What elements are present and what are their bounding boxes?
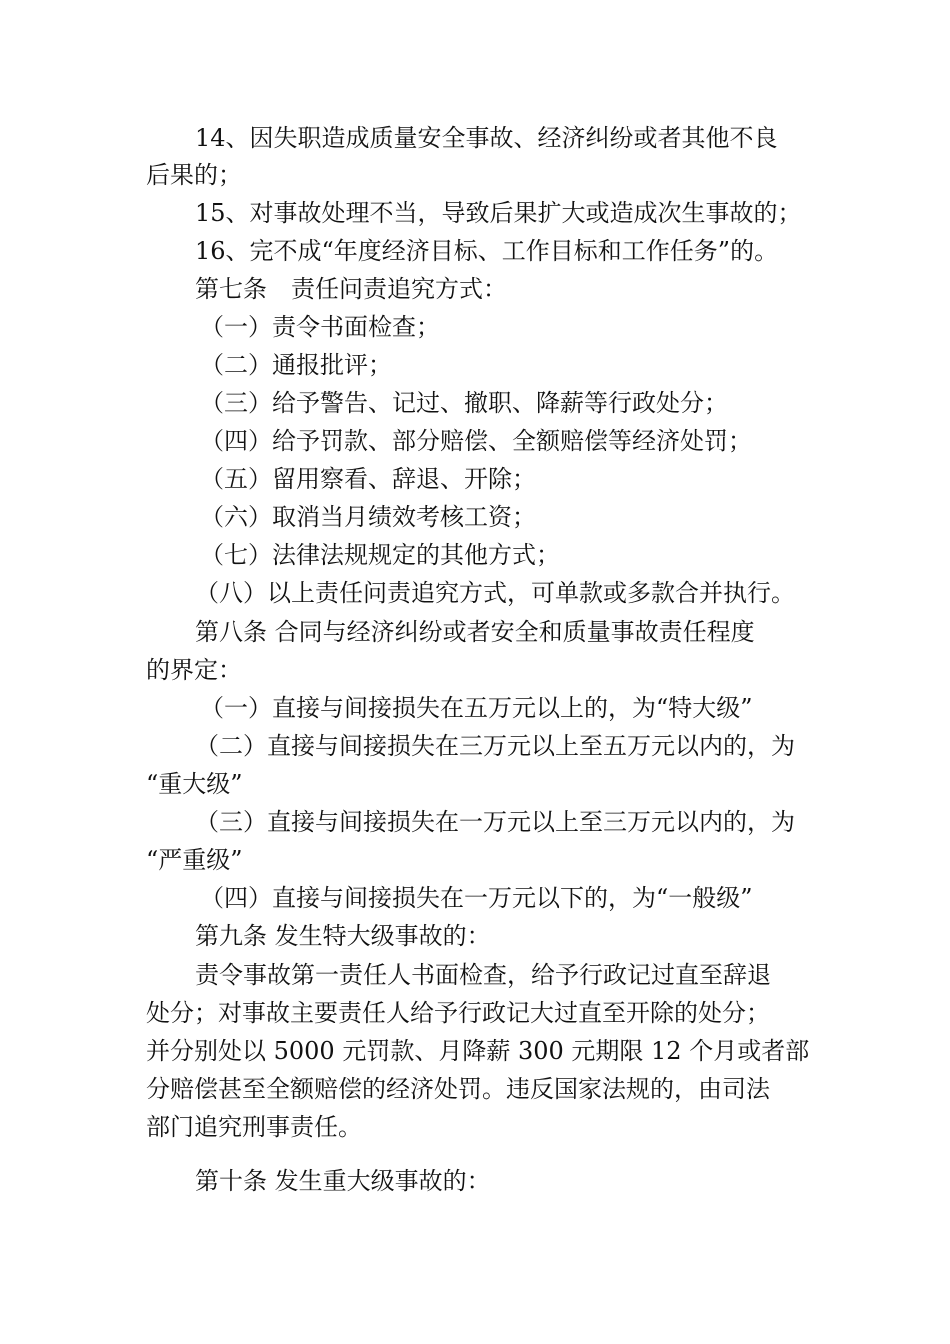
list-item: （三）直接与间接损失在一万元以上至三万元以内的，为 [195, 808, 795, 836]
list-item: （八）以上责任问责追究方式，可单款或多款合并执行。 [195, 579, 795, 607]
text-line: 的界定： [146, 656, 242, 684]
list-item: （五）留用察看、辞退、开除； [200, 465, 536, 493]
text-line: 部门追究刑事责任。 [146, 1113, 362, 1141]
section-heading: 第七条 责任问责追究方式： [195, 275, 507, 303]
section-heading: 第九条 发生特大级事故的： [195, 922, 491, 950]
list-item: （四）给予罚款、部分赔偿、全额赔偿等经济处罚； [200, 427, 752, 455]
list-item: （一）责令书面检查； [200, 313, 440, 341]
list-item: （三）给予警告、记过、撤职、降薪等行政处分； [200, 389, 728, 417]
section-heading: 第八条 合同与经济纠纷或者安全和质量事故责任程度 [195, 618, 755, 646]
list-item: （二）直接与间接损失在三万元以上至五万元以内的，为 [195, 732, 795, 760]
list-item: （一）直接与间接损失在五万元以上的，为“特大级” [200, 694, 753, 722]
text-line: 责令事故第一责任人书面检查，给予行政记过直至辞退 [195, 961, 771, 989]
list-item: （七）法律法规规定的其他方式； [200, 541, 560, 569]
list-item: （四）直接与间接损失在一万元以下的，为“一般级” [200, 884, 753, 912]
text-line: 并分别处以 5000 元罚款、月降薪 300 元期限 12 个月或者部 [146, 1037, 810, 1065]
text-line: 后果的； [146, 161, 242, 189]
text-line: 16、完不成“年度经济目标、工作目标和工作任务”的。 [195, 237, 779, 265]
section-heading: 第十条 发生重大级事故的： [195, 1167, 491, 1195]
list-item: （二）通报批评； [200, 351, 392, 379]
text-line: “重大级” [146, 770, 243, 798]
text-line: 15、对事故处理不当，导致后果扩大或造成次生事故的； [195, 199, 802, 227]
list-item: （六）取消当月绩效考核工资； [200, 503, 536, 531]
text-line: “严重级” [146, 846, 243, 874]
text-line: 处分；对事故主要责任人给予行政记大过直至开除的处分； [146, 999, 770, 1027]
text-line: 分赔偿甚至全额赔偿的经济处罚。违反国家法规的，由司法 [146, 1075, 770, 1103]
text-line: 14、因失职造成质量安全事故、经济纠纷或者其他不良 [195, 124, 778, 152]
